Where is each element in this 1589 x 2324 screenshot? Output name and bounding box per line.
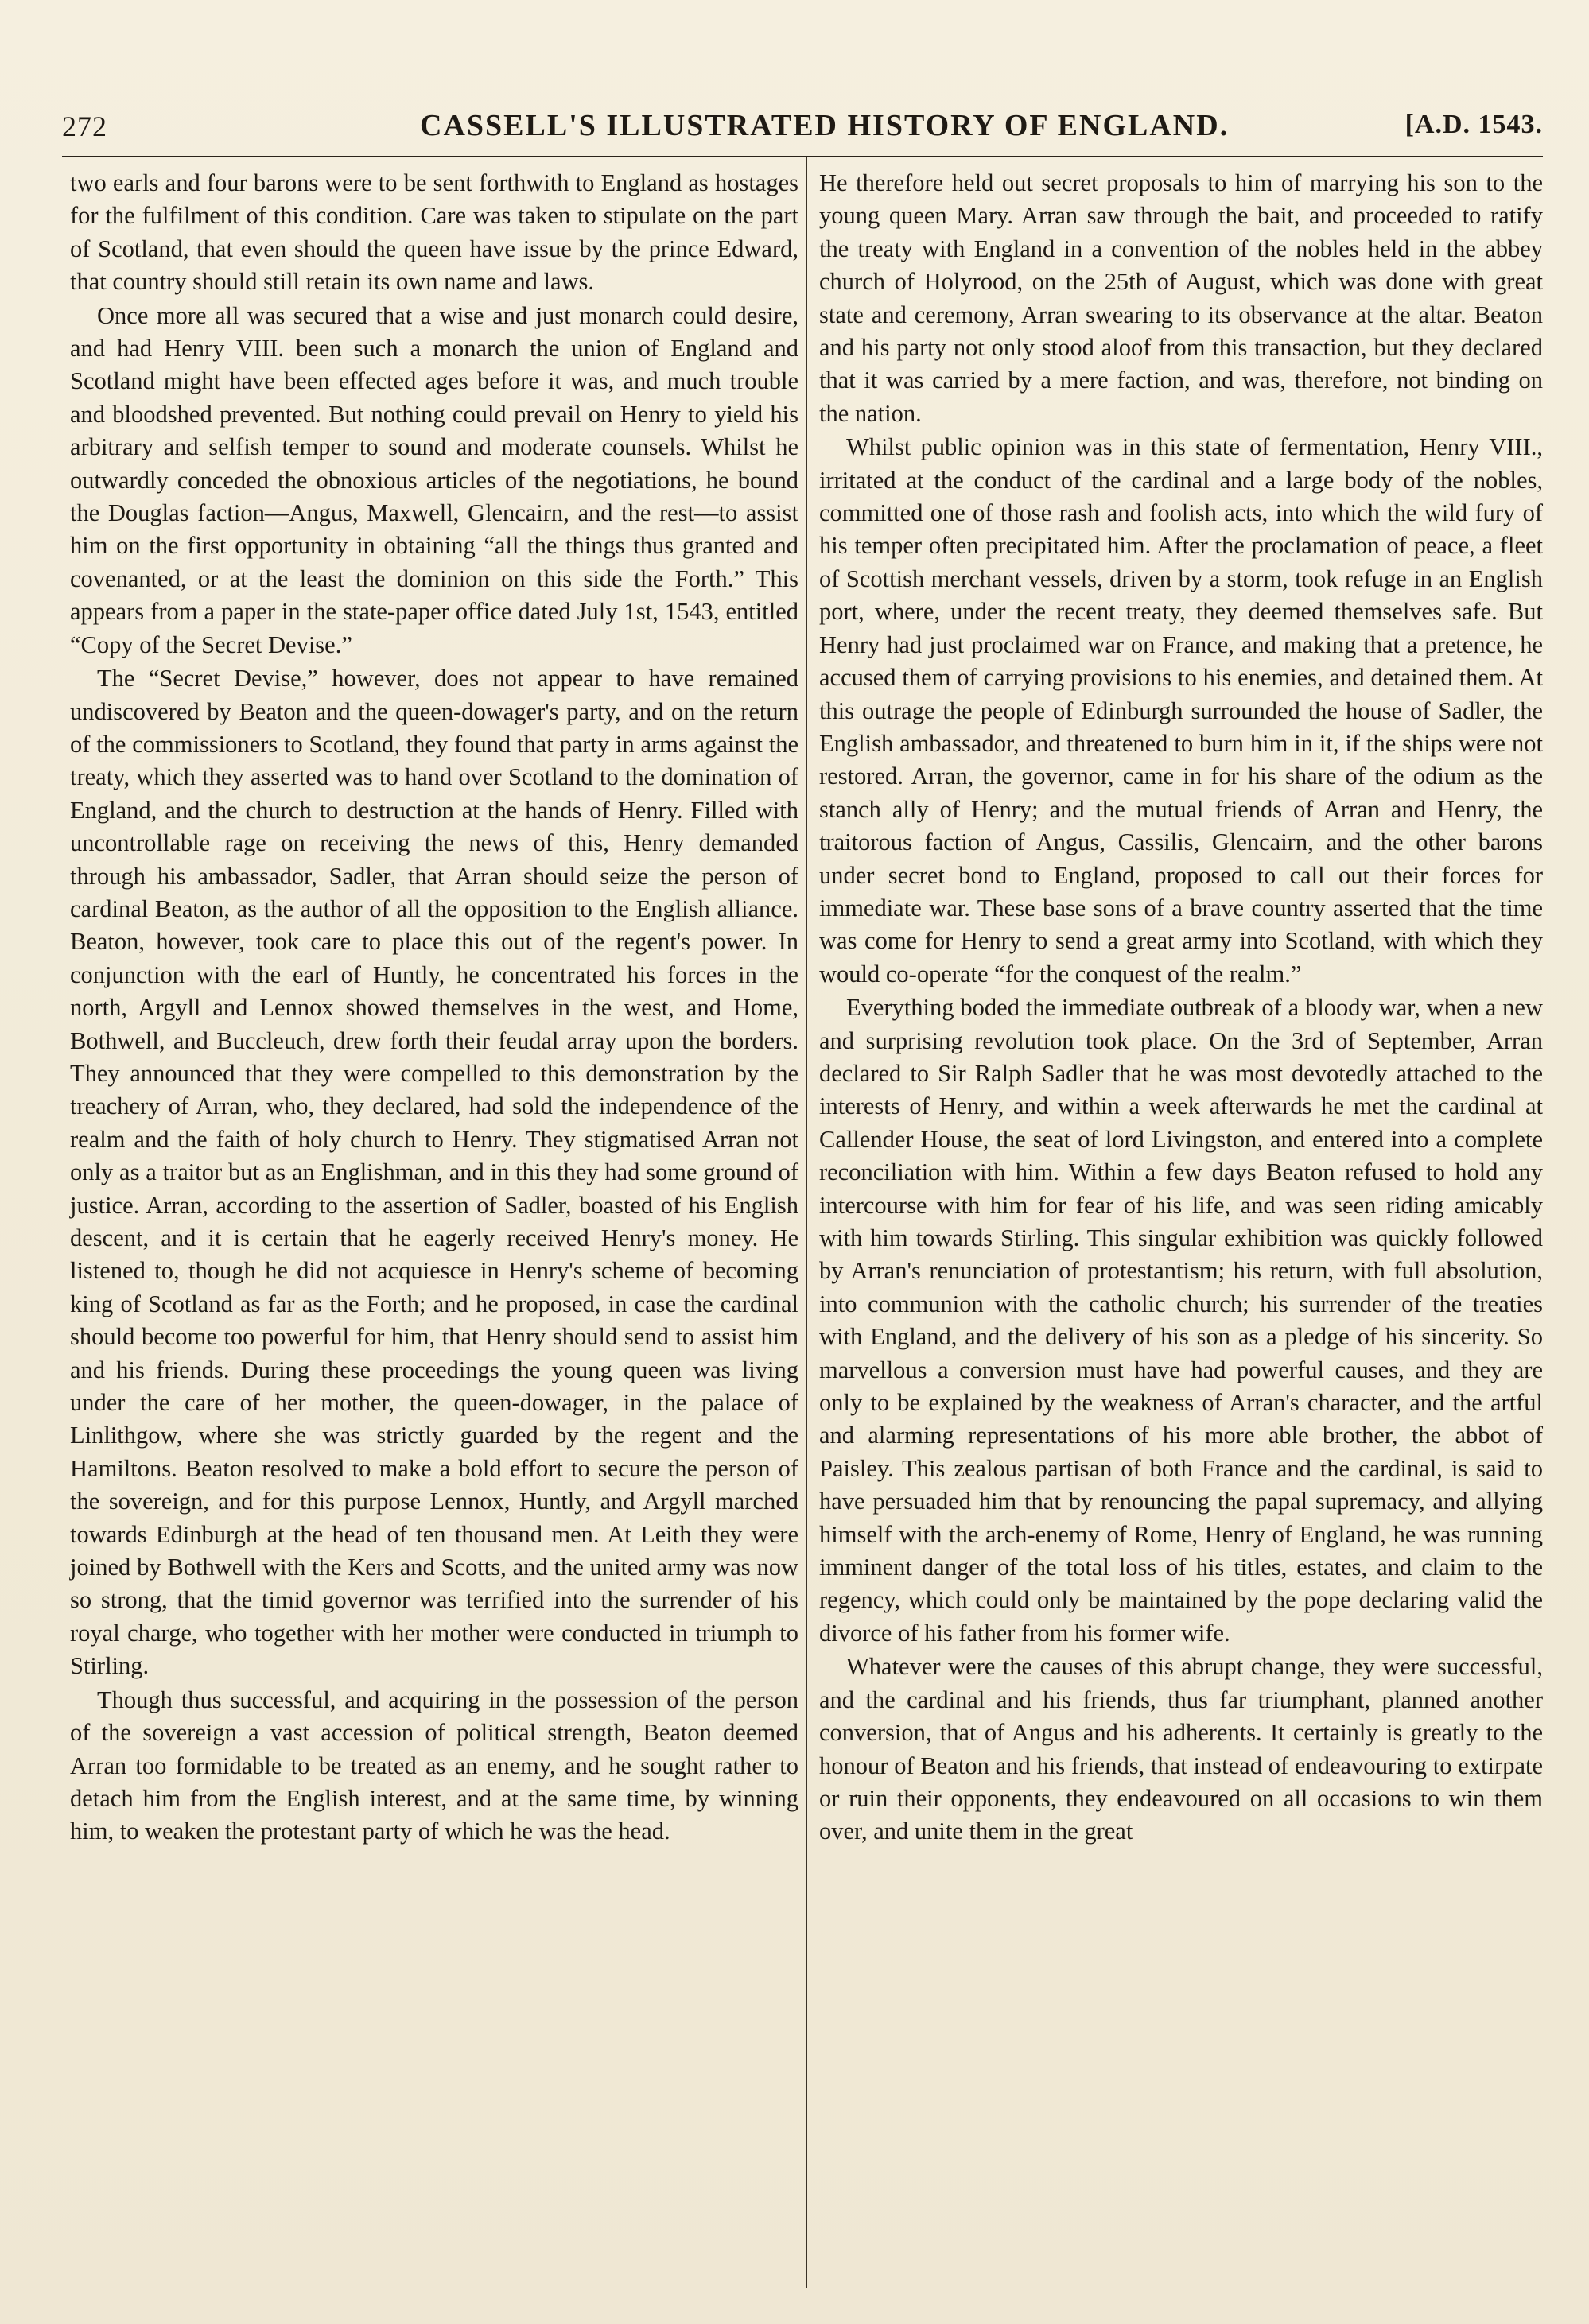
paragraph: Once more all was secured that a wise and just monarch could desire, and had Henry VIII. been such a monarch the union of England and Scotland might have been effected ages before it was, and much trouble and bloodshed prevented. But nothing could prevail on Henry to yield his arbitrary and selfish temper to sound and moderate counsels. Whilst he outwardly conceded the obnoxious articles of the negotiations, he bound the Douglas faction—Angus, Maxwell, Glencairn, and the rest—to assist him on the first opportunity in obtaining “all the things thus granted and covenanted, or at the least the dominion on this side the Forth.” This appears from a paper in the state-paper office dated July 1st, 1543, entitled “Copy of the Secret Devise.”: [70, 301, 798, 658]
paragraph: Whilst public opinion was in this state of fermentation, Henry VIII., irritated at the conduct of the cardinal and a large body of the nobles, committed one of those rash and foolish acts, into which the wild fury of his temper often precipitated him. After the proclamation of peace, a fleet of Scottish merchant vessels, driven by a storm, took refuge in an English port, where, under the recent treaty, they deemed themselves safe. But Henry had just proclaimed war on France, and making that a pretence, he accused them of carrying provisions to his enemies, and detained them. At this outrage the people of Edinburgh surrounded the house of Sadler, the English ambassador, and threatened to burn him in it, if the ships were not restored. Arran, the governor, came in for his share of the odium as the stanch ally of Henry; and the mutual friends of Arran and Henry, the traitorous faction of Angus, Cassilis, Glencairn, and the other barons under secret bond to England, proposed to call out their forces for immediate war. These base sons of a brave country asserted that the time was come for Henry to send a great army into Scotland, with which they would co-operate “for the conquest of the realm.”: [819, 433, 1543, 987]
column-divider: [806, 157, 807, 2288]
paragraph: two earls and four barons were to be sent forthwith to England as hostages for the fulfilment of this condition. Care was taken to stipulate on the part of Scotland, that even should the queen have issue by the prince Edward, that country should still retain its own name and laws.: [70, 169, 798, 296]
left-column: [70, 167, 798, 1849]
paragraph: He therefore held out secret proposals to him of marrying his son to the young queen Mary. Arran saw through the bait, and proceeded to ratify the treaty with England in a convention of the nobles held in the abbey church of Holyrood, on the 25th of August, which was done with great state and ceremony, Arran swearing to its observance at the altar. Beaton and his party not only stood aloof from this transaction, but they declared that it was carried by a mere faction, and was, therefore, not binding on the nation.: [819, 169, 1543, 427]
book-title: CASSELL'S ILLUSTRATED HISTORY OF ENGLAND.: [420, 109, 1230, 142]
paragraph: Whatever were the causes of this abrupt change, they were successful, and the cardinal and his friends, thus far triumphant, planned another conversion, that of Angus and his adherents. It certainly is greatly to the honour of Beaton and his friends, that instead of endeavouring to extirpate or ruin their opponents, they endeavoured on all occasions to win them over, and unite them in the great: [819, 1653, 1543, 1845]
paragraph: Though thus successful, and acquiring in the possession of the person of the sovereign a vast accession of political strength, Beaton deemed Arran too formidable to be treated as an enemy, and he sought rather to detach him from the English interest, and at the same time, by winning him, to weaken the protestant party of which he was the head.: [70, 1686, 798, 1845]
page-number: 272: [62, 111, 107, 142]
right-column: [819, 167, 1543, 1849]
running-header: [62, 105, 1543, 145]
header-rule: [62, 156, 1543, 157]
header-date: [A.D. 1543.: [1404, 110, 1543, 139]
paragraph: Everything boded the immediate outbreak of a bloody war, when a new and surprising revolution took place. On the 3rd of September, Arran declared to Sir Ralph Sadler that he was most devotedly attached to the interests of Henry, and within a week afterwards he met the cardinal at Callender House, the seat of lord Livingston, and entered into a complete reconciliation with him. Within a few days Beaton refused to hold any intercourse with him for fear of his life, and was seen riding amicably with him towards Stirling. This singular exhibition was quickly followed by Arran's renunciation of protestantism; his return, with full absolution, into communion with the catholic church; his surrender of the treaties with England, and the delivery of his son as a pledge of his sincerity. So marvellous a conversion must have had powerful causes, and they are only to be explained by the weakness of Arran's character, and the artful and alarming representations of his more able brother, the abbot of Paisley. This zealous partisan of both France and the cardinal, is said to have persuaded him that by renouncing the papal supremacy, and allying himself with the arch-enemy of Rome, Henry of England, he was running imminent danger of the total loss of his titles, estates, and claim to the regency, which could only be maintained by the pope declaring valid the divorce of his father from his former wife.: [819, 994, 1543, 1647]
paragraph: The “Secret Devise,” however, does not appear to have remained undiscovered by Beaton and the queen-dowager's party, and on the return of the commissioners to Scotland, they found that party in arms against the treaty, which they asserted was to hand over Scotland to the domination of England, and the church to destruction at the hands of Henry. Filled with uncontrollable rage on receiving the news of this, Henry demanded through his ambassador, Sadler, that Arran should seize the person of cardinal Beaton, as the author of all the opposition to the English alliance. Beaton, however, took care to place this out of the regent's power. In conjunction with the earl of Huntly, he concentrated his forces in the north, Argyll and Lennox showed themselves in the west, and Home, Bothwell, and Buccleuch, drew forth their feudal array upon the borders. They announced that they were compelled to this demonstration by the treachery of Arran, who, they declared, had sold the independence of the realm and the faith of holy church to Henry. They stigmatised Arran not only as a traitor but as an Englishman, and in this they had some ground of justice. Arran, according to the assertion of Sadler, boasted of his English descent, and it is certain that he eagerly received Henry's money. He listened to, though he did not acquiesce in Henry's scheme of becoming king of Scotland as far as the Forth; and he proposed, in case the cardinal should become too powerful for him, that Henry should send to assist him and his friends. During these proceedings the young queen was living under the care of her mother, the queen-dowager, in the palace of Linlithgow, where she was strictly guarded by the regent and the Hamiltons. Beaton resolved to make a bold effort to secure the person of the sovereign, and for this purpose Lennox, Huntly, and Argyll marched towards Edinburgh at the head of ten thousand men. At Leith they were joined by Bothwell with the Kers and Scotts, and the united army was now so strong, that the timid governor was terrified into the surrender of his royal charge, who together with her mother were conducted in triumph to Stirling.: [70, 665, 798, 1680]
